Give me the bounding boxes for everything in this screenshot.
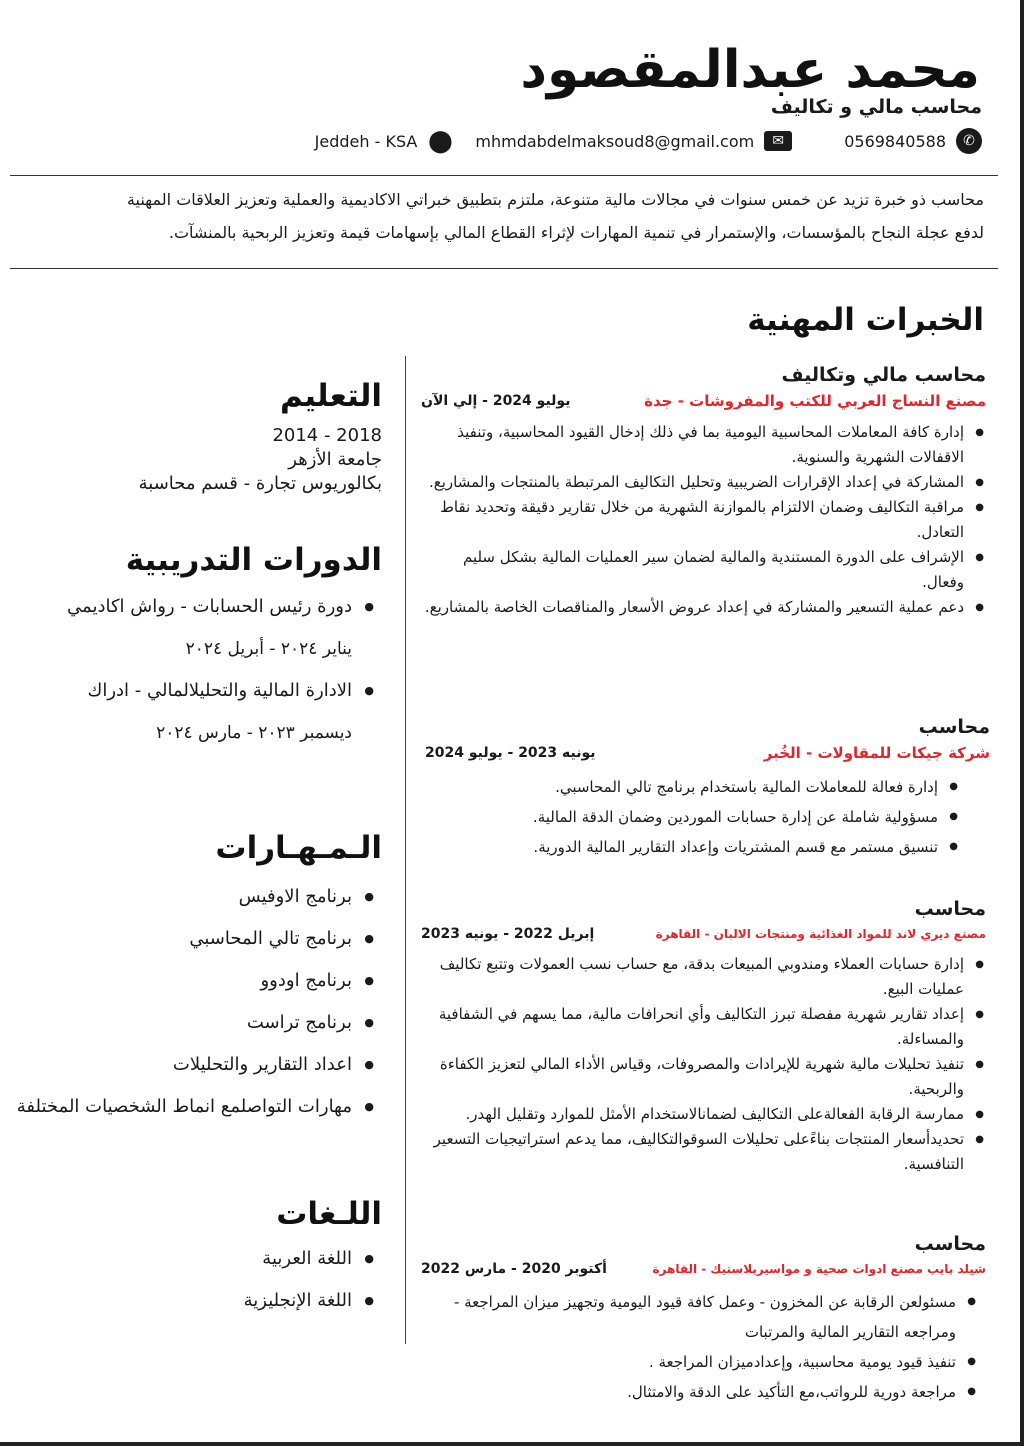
list-item: ● اعداد التقارير والتحليلات xyxy=(12,1044,352,1086)
job-period: أكتوبر 2020 - مارس 2022 xyxy=(421,1261,607,1277)
phone-number: 0569840588 xyxy=(844,131,946,151)
languages-section xyxy=(12,1196,382,1322)
phone-icon: ✆ xyxy=(956,128,982,154)
list-item: ● تنسيق مستمر مع قسم المشتريات وإعداد التقارير المالية الدورية. xyxy=(425,832,938,862)
list-item: ● إدارة كافة المعاملات المحاسبية اليومية بما في ذلك إدخال القيود المحاسبية، وتنفيذ الاقفالات الشهرية والسنوية. xyxy=(421,420,964,470)
list-item: ● اللغة العربية xyxy=(12,1238,352,1280)
summary-divider xyxy=(10,268,998,269)
education-section xyxy=(32,378,382,496)
job-role: محاسب xyxy=(918,716,990,738)
course-name: ● دورة رئيس الحسابات - رواش اكاديمي xyxy=(67,596,352,617)
job-period: يونيه 2023 - يوليو 2024 xyxy=(425,745,596,761)
professional-summary xyxy=(34,183,984,249)
education-degree: بكالوريوس تجارة - قسم محاسبة xyxy=(138,473,382,494)
job-entry-1 xyxy=(421,364,986,620)
envelope-icon: ✉ xyxy=(764,131,792,151)
experience-heading: الخبرات المهنية xyxy=(747,302,984,338)
summary-line-1: محاسب ذو خبرة تزيد عن خمس سنوات في مجالات مالية متنوعة، ملتزم بتطبيق خبراتي الاكاديمية والعملية وتعزيز العلاقات المهنية xyxy=(126,190,984,209)
list-item: ● إدارة حسابات العملاء ومندوبي المبيعات بدقة، مع حساب نسب العمولات وتتبع تكاليف عمليات البيع. xyxy=(421,952,964,1002)
job-company: شركة جيكات للمقاولات - الخُبر xyxy=(763,744,990,762)
course-date: ديسمبر ٢٠٢٣ - مارس ٢٠٢٤ xyxy=(156,723,352,743)
job-duties xyxy=(425,772,990,862)
job-duties xyxy=(421,420,986,620)
candidate-name: محمد عبدالمقصود xyxy=(520,40,980,100)
column-divider xyxy=(405,356,406,1344)
list-item xyxy=(12,670,352,754)
courses-heading: الدورات التدريبية xyxy=(125,542,382,578)
list-item: ● مهارات التواصلمع انماط الشخصيات المختلفة xyxy=(12,1086,352,1128)
courses-list xyxy=(12,586,382,754)
list-item: ● برنامج تراست xyxy=(12,1002,352,1044)
job-period: إبريل 2022 - يونيه 2023 xyxy=(421,926,595,942)
job-company: مصنع النساج العربي للكتب والمفروشات - جدة xyxy=(644,392,986,410)
job-company: شيلد بايب مصنع ادوات صحية و مواسيربلاستيك - القاهرة xyxy=(652,1262,986,1276)
languages-list xyxy=(12,1238,382,1322)
job-entry-4 xyxy=(421,1233,986,1407)
skills-section xyxy=(12,830,382,1128)
list-item: ● مسؤولية شاملة عن إدارة حسابات الموردين وضمان الدقة المالية. xyxy=(425,802,938,832)
contact-phone[interactable] xyxy=(844,128,982,154)
job-role: محاسب xyxy=(914,898,986,920)
education-school: جامعة الأزهر xyxy=(288,449,382,470)
list-item: ● مراقبة التكاليف وضمان الالتزام بالموازنة الشهرية من خلال تقارير دقيقة وتحديد نقاط التعادل. xyxy=(421,495,964,545)
list-item: ● برنامج اودوو xyxy=(12,960,352,1002)
skills-list xyxy=(12,876,382,1128)
education-heading: التعليم xyxy=(279,378,382,414)
list-item: ● اللغة الإنجليزية xyxy=(12,1280,352,1322)
list-item: ● المشاركة في إعداد الإقرارات الضريبية وتحليل التكاليف المرتبطة بالمنتجات والمشاريع. xyxy=(421,470,964,495)
job-entry-3 xyxy=(421,898,986,1177)
course-date: يناير ٢٠٢٤ - أبريل ٢٠٢٤ xyxy=(185,639,352,659)
header-divider xyxy=(10,175,998,176)
job-company: مصنع ديري لاند للمواد الغذائية ومنتجات الالبان - القاهرة xyxy=(655,927,986,941)
job-duties xyxy=(421,1287,986,1407)
job-entry-2 xyxy=(425,716,990,862)
list-item: ● مراجعة دورية للرواتب،مع التأكيد على الدقة والامتثال. xyxy=(421,1377,956,1407)
location-text: Jeddeh - KSA xyxy=(314,131,418,151)
list-item: ● تنفيذ قيود يومية محاسبية، وإعدادميزان المراجعة . xyxy=(421,1347,956,1377)
job-duties xyxy=(421,952,986,1177)
list-item: ● برنامج الاوفيس xyxy=(12,876,352,918)
list-item: ● تنفيذ تحليلات مالية شهرية للإيرادات والمصروفات، وقياس الأداء المالي لتعزيز الكفاءة والربحية. xyxy=(421,1052,964,1102)
contact-bar xyxy=(315,128,982,154)
job-role: محاسب xyxy=(914,1233,986,1255)
list-item: ● برنامج تالي المحاسبي xyxy=(12,918,352,960)
education-years: 2014 - 2018 xyxy=(272,425,382,446)
summary-line-2: لدفع عجلة النجاح بالمؤسسات، والإستمرار في تنمية المهارات لإثراء القطاع المالي بإسهامات قيمة وتعزيز الربحية بالمنشآت. xyxy=(168,223,984,242)
contact-email[interactable] xyxy=(475,131,792,151)
languages-heading: اللـغات xyxy=(276,1196,382,1232)
skills-heading: الـمـهـارات xyxy=(215,830,382,866)
course-name: ● الادارة المالية والتحليلالمالي - ادراك xyxy=(87,680,352,701)
page-right-edge xyxy=(1020,0,1024,1446)
list-item: ● دعم عملية التسعير والمشاركة في إعداد عروض الأسعار والمناقصات الخاصة بالمشاريع. xyxy=(421,595,964,620)
email-address: mhmdabdelmaksoud8@gmail.com xyxy=(475,131,755,151)
list-item xyxy=(12,586,352,670)
job-role: محاسب مالي وتكاليف xyxy=(781,364,986,386)
list-item: ● الإشراف على الدورة المستندية والمالية لضمان سير العمليات المالية بشكل سليم وفعال. xyxy=(421,545,964,595)
list-item: ● إدارة فعالة للمعاملات المالية باستخدام برنامج تالي المحاسبي. xyxy=(425,772,938,802)
job-title: محاسب مالي و تكاليف xyxy=(770,96,982,118)
page-bottom-edge xyxy=(0,1442,1024,1446)
map-pin-icon: ⬤ xyxy=(428,128,453,154)
job-period: يوليو 2024 - إلي الآن xyxy=(421,393,571,409)
contact-location xyxy=(315,128,454,154)
list-item: ● إعداد تقارير شهرية مفصلة تبرز التكاليف وأي انحرافات مالية، مما يسهم في الشفافية والمساءلة. xyxy=(421,1002,964,1052)
list-item: ● تحديدأسعار المنتجات بناءًعلى تحليلات السوقوالتكاليف، مما يدعم استراتيجيات التسعير التنافسية. xyxy=(421,1127,964,1177)
list-item: ● ممارسة الرقابة الفعالةعلى التكاليف لضمانالاستخدام الأمثل للموارد وتقليل الهدر. xyxy=(421,1102,964,1127)
courses-section xyxy=(12,542,382,754)
list-item: ● مسئولعن الرقابة عن المخزون - وعمل كافة قيود اليومية وتجهيز ميزان المراجعة - ومراجعه التقارير المالية والمرتبات xyxy=(421,1287,956,1347)
